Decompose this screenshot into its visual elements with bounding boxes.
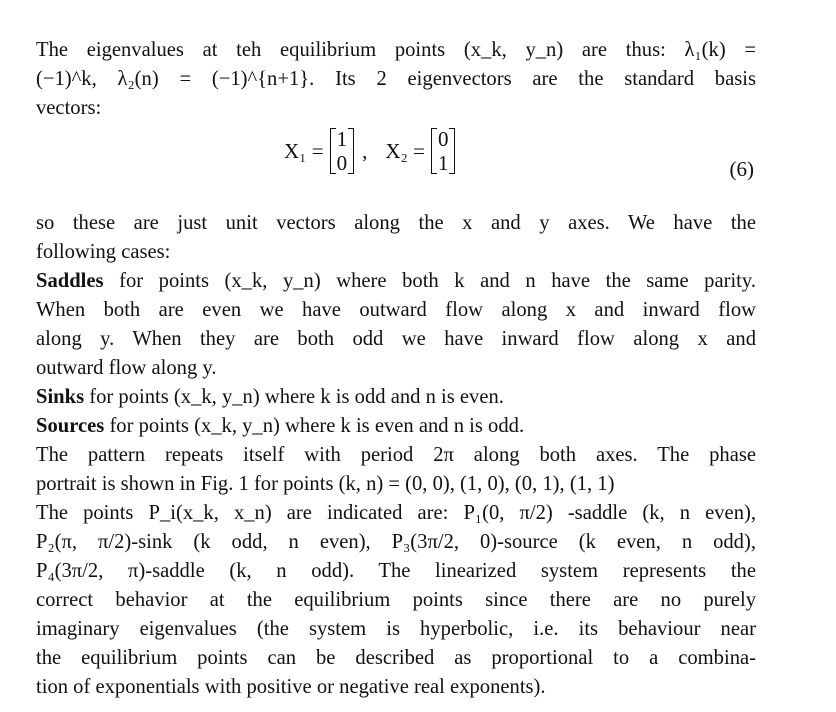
x1-bottom: 0 [336, 151, 348, 175]
equation-number: (6) [729, 157, 754, 181]
saddles-text: for points (x_k, y_n) where both k and n have the same parity. [119, 270, 756, 292]
text-line: along y. When they are both odd we have inward flow along x and [36, 328, 756, 350]
sinks-term: Sinks [36, 386, 85, 408]
text-line: The points P_i(x_k, x_n) are indicated are: P₁(0, π/2) -saddle (k, n even), [36, 502, 756, 524]
text-line: When both are even we have outward flow along x and inward flow [36, 299, 756, 321]
sinks-case [36, 383, 756, 412]
text-line: P₂(π, π/2)-sink (k odd, n even), P₃(3π/2, 0)-source (k even, n odd), [36, 531, 756, 553]
text-line: following cases: [36, 241, 171, 263]
x1-top: 1 [336, 127, 348, 151]
text-line: P₄(3π/2, π)-saddle (k, n odd). The linearized system represents the [36, 560, 756, 582]
x2-label: X₂ = [385, 138, 425, 163]
sinks-text: for points (x_k, y_n) where k is odd and n is even. [89, 386, 504, 408]
x1-vector [330, 127, 355, 175]
text-line: The pattern repeats itself with period 2π along both axes. The phase [36, 444, 756, 466]
x2-bottom: 1 [437, 151, 449, 175]
text-line: portrait is shown in Fig. 1 for points (k, n) = (0, 0), (1, 0), (0, 1), (1, 1) [36, 473, 615, 495]
separator: , [362, 138, 368, 163]
text-line: the equilibrium points can be described as proportional to a combina- [36, 647, 756, 669]
document-body [36, 36, 756, 702]
text-line: outward flow along y. [36, 357, 217, 379]
text-line: (−1)^k, λ₂(n) = (−1)^{n+1}. Its 2 eigenvectors are the standard basis [36, 68, 756, 90]
text-line: so these are just unit vectors along the x and y axes. We have the [36, 212, 756, 234]
equation-6 [36, 123, 756, 209]
text-line: tion of exponentials with positive or negative real exponents). [36, 676, 546, 698]
saddles-case [36, 267, 756, 296]
text-line: imaginary eigenvalues (the system is hyperbolic, i.e. its behaviour near [36, 618, 756, 640]
x1-label: X₁ = [284, 138, 324, 163]
sources-case [36, 412, 756, 441]
eigenvector-equation [284, 127, 461, 175]
x2-vector [431, 127, 456, 175]
text-line: The eigenvalues at teh equilibrium points (x_k, y_n) are thus: λ₁(k) = [36, 39, 756, 61]
saddles-term: Saddles [36, 270, 104, 292]
text-line: vectors: [36, 97, 102, 119]
sources-term: Sources [36, 415, 105, 437]
text-line: correct behavior at the equilibrium points since there are no purely [36, 589, 756, 611]
x2-top: 0 [437, 127, 449, 151]
sources-text: for points (x_k, y_n) where k is even and n is odd. [109, 415, 525, 437]
